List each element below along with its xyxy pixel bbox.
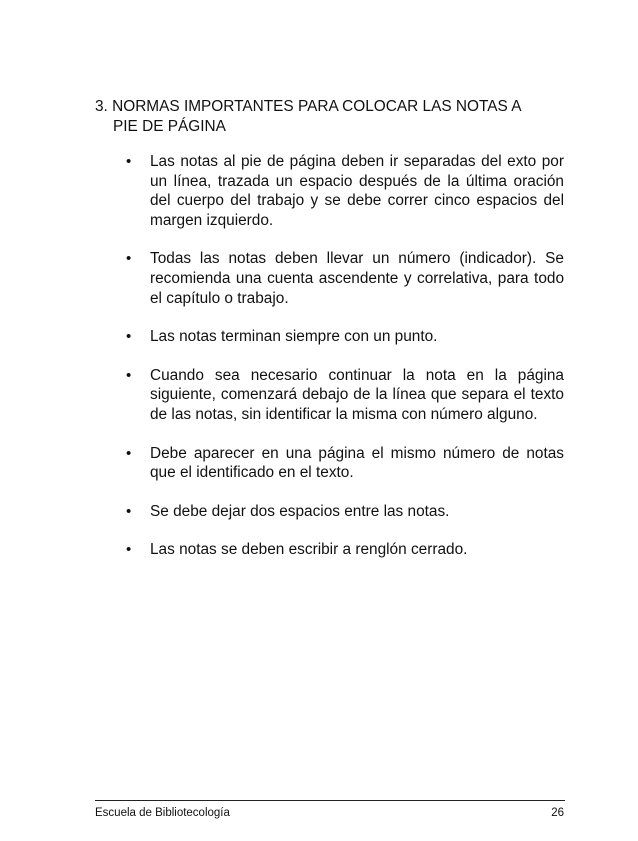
list-item bbox=[120, 444, 564, 483]
bullet-icon: • bbox=[126, 250, 132, 268]
list-item bbox=[120, 249, 564, 308]
list-item bbox=[120, 366, 564, 425]
list-item bbox=[120, 152, 564, 230]
list-item-text: Todas las notas deben llevar un número (indicador). Se recomienda una cuenta ascendente y correlativa, para todo el capítulo o trabajo. bbox=[150, 250, 564, 307]
list-item-text: Cuando sea necesario continuar la nota en la página siguiente, comenzará debajo de la línea que separa el texto de las notas, sin identificar la misma con número alguno. bbox=[150, 366, 564, 423]
list-item-text: Las notas al pie de página deben ir separadas del exto por un línea, trazada un espacio después de la última oración del cuerpo del trabajo y se debe correr cinco espacios del margen izquierdo. bbox=[150, 153, 564, 229]
list-item bbox=[120, 327, 564, 347]
list-item bbox=[120, 502, 564, 522]
bullet-icon: • bbox=[126, 153, 132, 170]
section-heading-line-1: 3. NORMAS IMPORTANTES PARA COLOCAR LAS NOTAS A bbox=[95, 98, 522, 115]
section-heading bbox=[95, 97, 565, 137]
list-item-text: Debe aparecer en una página el mismo número de notas que el identificado en el texto. bbox=[150, 444, 564, 482]
bullet-icon: • bbox=[126, 541, 132, 559]
list-item-text: Se debe dejar dos espacios entre las notas. bbox=[150, 502, 450, 520]
footer-school-name: Escuela de Bibliotecología bbox=[95, 807, 230, 819]
bullet-icon: • bbox=[126, 328, 132, 346]
page-number: 26 bbox=[551, 807, 564, 819]
list-item bbox=[120, 540, 564, 560]
list-item-text: Las notas se deben escribir a renglón cerrado. bbox=[150, 541, 468, 559]
footer-divider bbox=[95, 800, 565, 801]
bullet-icon: • bbox=[126, 444, 132, 462]
section-heading-line-2: PIE DE PÁGINA bbox=[113, 118, 226, 135]
list-item-text: Las notas terminan siempre con un punto. bbox=[150, 328, 438, 346]
rules-list bbox=[120, 152, 564, 579]
bullet-icon: • bbox=[126, 502, 132, 520]
bullet-icon: • bbox=[126, 366, 132, 384]
